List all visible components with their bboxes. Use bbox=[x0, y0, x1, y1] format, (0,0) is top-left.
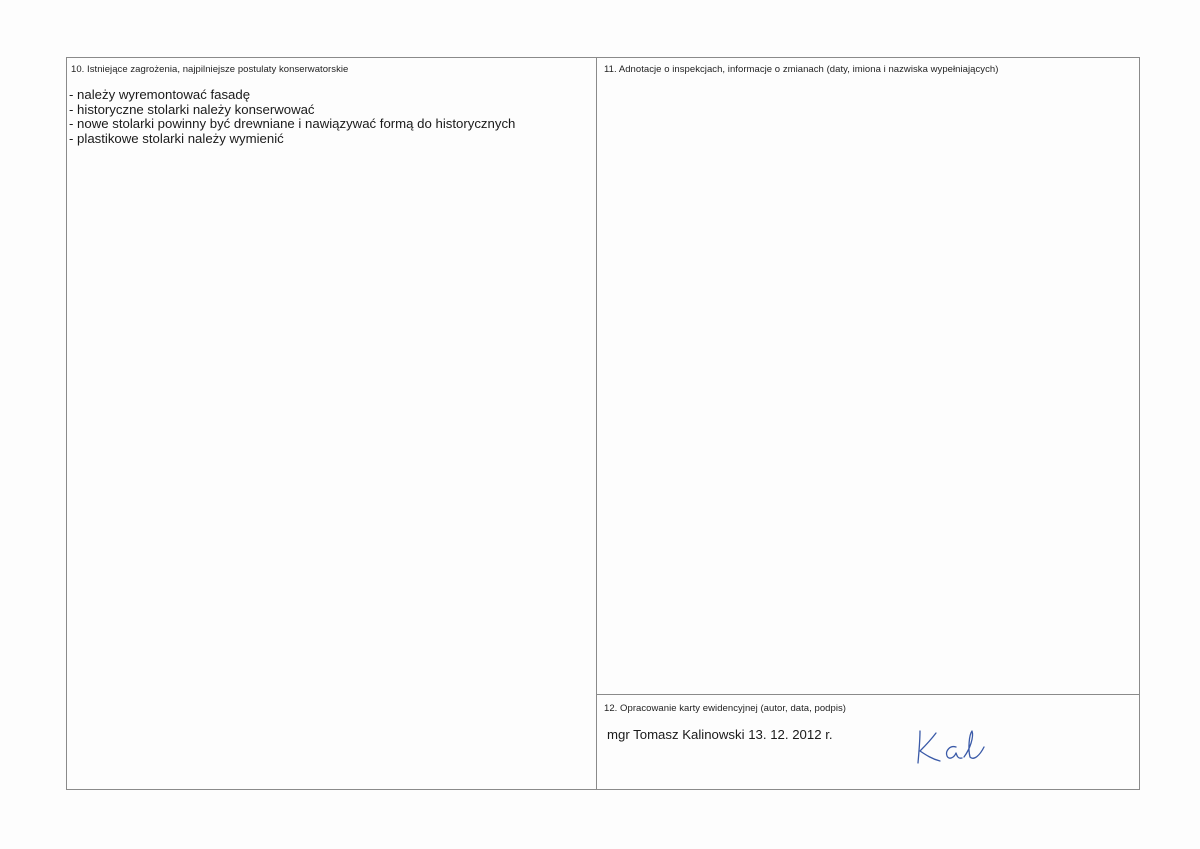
section-12-title: 12. Opracowanie karty ewidencyjnej (autor, data, podpis) bbox=[604, 703, 847, 714]
record-card-form bbox=[66, 57, 1140, 790]
section-11-title: 11. Adnotacje o inspekcjach, informacje o zmianach (daty, imiona i nazwiska wypełniających) bbox=[604, 64, 999, 75]
section-10-list bbox=[69, 88, 515, 146]
section-divider bbox=[596, 694, 1139, 695]
list-item: - nowe stolarki powinny być drewniane i nawiązywać formą do historycznych bbox=[69, 116, 516, 131]
list-item: - należy wyremontować fasadę bbox=[69, 87, 251, 102]
handwritten-signature bbox=[912, 725, 992, 769]
author-line: mgr Tomasz Kalinowski 13. 12. 2012 r. bbox=[607, 727, 833, 742]
list-item: - plastikowe stolarki należy wymienić bbox=[69, 130, 284, 146]
column-divider bbox=[596, 58, 597, 789]
list-item: - historyczne stolarki należy konserwować bbox=[69, 101, 315, 117]
section-10-title: 10. Istniejące zagrożenia, najpilniejsze postulaty konserwatorskie bbox=[71, 64, 349, 75]
